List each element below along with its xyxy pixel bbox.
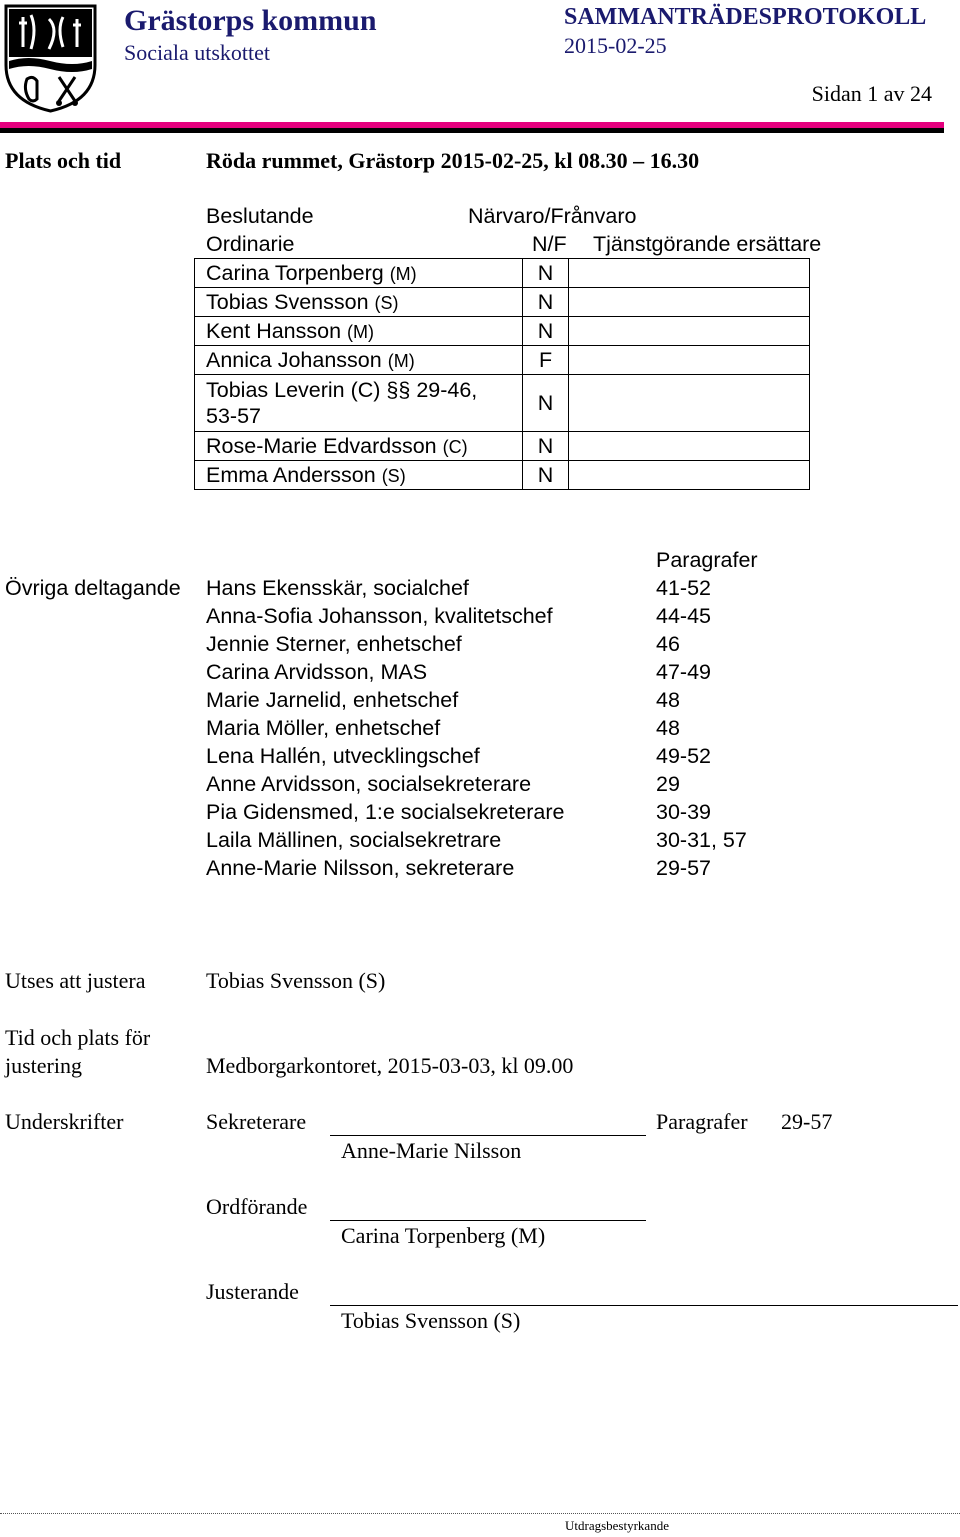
list-item [206,800,711,825]
participant-name: Pia Gidensmed, 1:e socialsekreterare [206,800,565,824]
participant-paragraphs: 29 [656,772,680,796]
member-name-cell [195,346,523,375]
table-row [195,288,810,317]
substitute-cell [569,346,810,375]
substitute-cell [569,288,810,317]
member-name-cell [195,375,523,432]
participant-name: Anna-Sofia Johansson, kvalitetschef [206,604,553,628]
list-item [206,772,680,797]
substitute-cell [569,317,810,346]
member-party: (C) [442,436,468,457]
attendance-status: N [522,375,569,432]
adjuster-label: Utses att justera [5,968,146,993]
municipality-coat-of-arms-logo [3,3,98,113]
list-item [206,660,711,685]
list-item [206,688,680,713]
secretary-signature-line [330,1135,646,1136]
attendance-status: N [522,317,569,346]
nf-column-header: N/F [532,232,567,256]
substitute-cell [569,259,810,288]
member-name-cell [195,461,523,490]
adjuster-signature-label: Justerande [206,1279,299,1304]
member-name: Rose-Marie Edvardsson [206,433,437,458]
member-party: (M) [389,263,417,284]
attendance-status: N [522,259,569,288]
adjuster-value: Tobias Svensson (S) [206,968,386,993]
member-name-cell [195,317,523,346]
member-party: (M) [387,350,415,371]
signature-paragraphs-value: 29-57 [781,1109,833,1134]
adjuster-name: Tobias Svensson (S) [341,1308,521,1333]
secretary-name: Anne-Marie Nilsson [341,1138,522,1163]
adjuster-signature-line [330,1305,958,1306]
secretary-label: Sekreterare [206,1109,307,1134]
participant-paragraphs: 49-52 [656,744,711,768]
participant-paragraphs: 41-52 [656,576,711,600]
list-item [206,716,680,741]
adjust-time-label-continued: justering [5,1053,82,1078]
participant-name: Marie Jarnelid, enhetschef [206,688,459,712]
member-party: (M) [347,321,375,342]
participant-name: Lena Hallén, utvecklingschef [206,744,480,768]
member-name-continued: 53-57 [206,404,261,428]
member-party: (S) [381,465,406,486]
table-row [195,346,810,375]
document-title: SAMMANTRÄDESPROTOKOLL [564,4,927,30]
meeting-date: 2015-02-25 [564,33,667,58]
member-name-cell [195,259,523,288]
member-party: (S) [374,292,399,313]
adjust-time-label: Tid och plats för [5,1025,151,1050]
place-time-label: Plats och tid [5,148,122,173]
participant-name: Jennie Sterner, enhetschef [206,632,462,656]
signatures-label: Underskrifter [5,1109,124,1134]
member-name: Annica Johansson [206,347,382,372]
list-item [206,632,680,657]
place-time-value: Röda rummet, Grästorp 2015-02-25, kl 08.30 – 16.30 [206,148,700,173]
list-item [206,828,747,853]
table-row [195,259,810,288]
attendance-status: N [522,432,569,461]
member-name: Carina Torpenberg [206,260,384,285]
page-number: Sidan 1 av 24 [811,81,932,106]
table-row [195,432,810,461]
chair-label: Ordförande [206,1194,308,1219]
attendance-status: N [522,461,569,490]
participant-paragraphs: 47-49 [656,660,711,684]
committee-name: Sociala utskottet [124,40,271,65]
chair-signature-line [330,1220,646,1221]
attendance-table [194,258,810,490]
participant-paragraphs: 44-45 [656,604,711,628]
list-item [206,604,711,629]
participant-name: Carina Arvidsson, MAS [206,660,428,684]
municipality-name: Grästorps kommun [124,4,377,37]
member-name: Tobias Leverin (C) §§ 29-46, [206,378,478,402]
substitute-cell [569,375,810,432]
substitute-column-header: Tjänstgörande ersättare [593,232,822,256]
participant-name: Laila Mällinen, socialsekretrare [206,828,502,852]
participant-paragraphs: 46 [656,632,680,656]
participant-paragraphs: 48 [656,716,680,740]
list-item [206,576,711,601]
attendance-status: N [522,288,569,317]
participant-paragraphs: 48 [656,688,680,712]
participant-paragraphs: 30-31, 57 [656,828,747,852]
member-name: Kent Hansson [206,318,342,343]
member-name: Tobias Svensson [206,289,369,314]
footer-rule [0,1513,960,1514]
signature-paragraphs-label: Paragrafer [656,1109,748,1134]
attendance-heading: Närvaro/Frånvaro [468,204,637,228]
participant-name: Anne-Marie Nilsson, sekreterare [206,856,515,880]
member-name-cell [195,288,523,317]
substitute-cell [569,432,810,461]
participant-paragraphs: 29-57 [656,856,711,880]
list-item [206,744,711,769]
chair-name: Carina Torpenberg (M) [341,1223,546,1248]
participant-name: Hans Ekensskär, socialchef [206,576,469,600]
adjust-time-value: Medborgarkontoret, 2015-03-03, kl 09.00 [206,1053,574,1078]
participant-name: Anne Arvidsson, socialsekreterare [206,772,532,796]
participant-paragraphs: 30-39 [656,800,711,824]
header-rule [0,128,944,133]
ordinary-column-header: Ordinarie [206,232,295,256]
substitute-cell [569,461,810,490]
participant-name: Maria Möller, enhetschef [206,716,441,740]
table-row [195,317,810,346]
table-row [195,375,810,432]
list-item [206,856,711,881]
other-participants-label: Övriga deltagande [5,576,181,600]
decision-makers-heading: Beslutande [206,204,314,228]
footer-text: Utdragsbestyrkande [565,1518,669,1533]
paragraphs-heading: Paragrafer [656,548,758,572]
attendance-status: F [522,346,569,375]
table-row [195,461,810,490]
member-name-cell [195,432,523,461]
member-name: Emma Andersson [206,462,376,487]
